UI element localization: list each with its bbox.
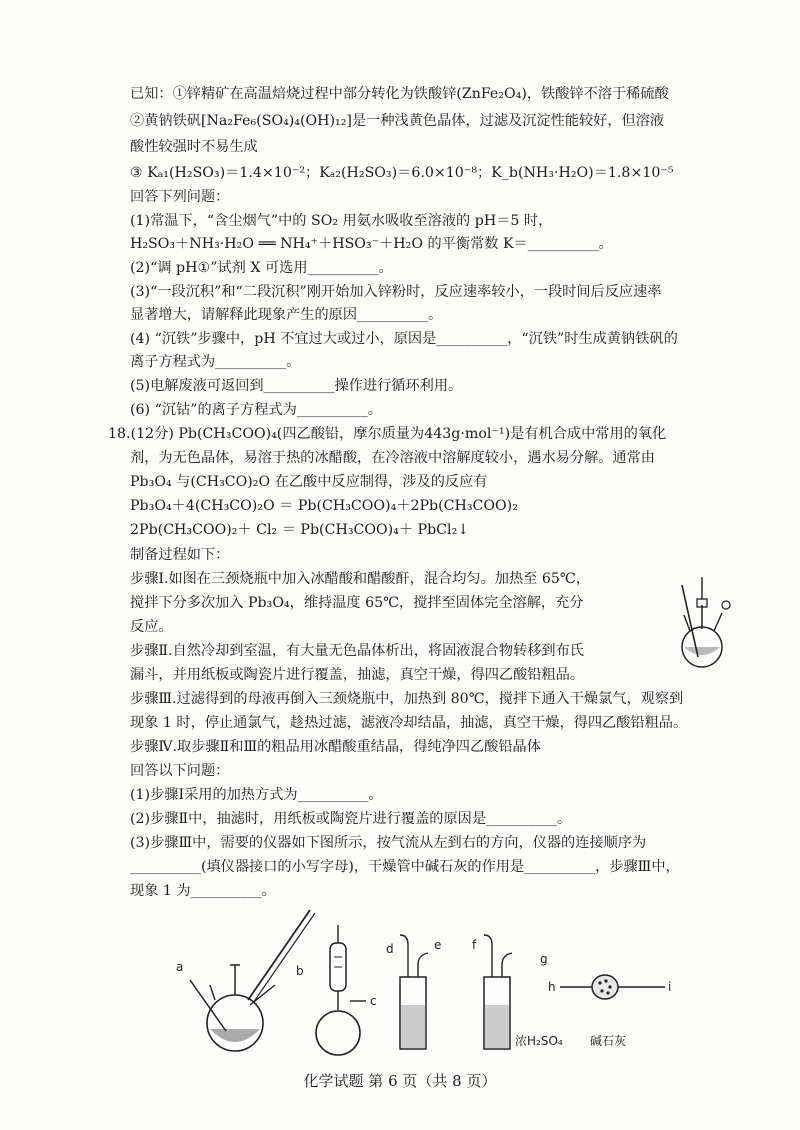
q18-step1-line2: 搅拌下分多次加入 Pb₃O₄，维持温度 65℃，搅拌至固体完全溶解，充分 [130,595,584,611]
q18-header: 18.(12分) Pb(CH₃COO)₄(四乙酸铅，摩尔质量为443g·mol⁻¹)是有机合成中常用的氧化 [108,426,667,442]
label-i: i [668,980,672,994]
soda-lime-label: 碱石灰 [590,1034,627,1048]
q18-step3-line1: 步骤Ⅲ.过滤得到的母液再倒入三颈烧瓶中，加热到 80℃，搅拌下通入干燥氯气，观察到 [130,691,684,707]
conc-h2so4-label: 浓H₂SO₄ [515,1034,563,1048]
q18-step4: 步骤Ⅳ.取步骤Ⅱ和Ⅲ的粗品用冰醋酸重结晶，得纯净四乙酸铅晶体 [130,739,541,755]
q18-step3-line2: 现象 1 时，停止通氯气，趁热过滤，滤液冷却结晶，抽滤，真空干燥，得四乙酸铅粗品。 [130,715,688,731]
label-a: a [176,960,184,974]
label-h: h [548,980,556,994]
q17-part1-line2: H₂SO₃＋NH₃·H₂O ══ NH₄⁺＋HSO₃⁻＋H₂O 的平衡常数 K＝__________。 [130,236,613,252]
label-e: e [434,938,442,952]
apparatus-wash-bottle-2 [484,935,512,1049]
q17-part1-line1: (1)常温下，“含尘烟气”中的 SO₂ 用氨水吸收至溶液的 pH＝5 时， [130,213,553,229]
q18-answer-3-line1: (3)步骤Ⅲ中，需要的仪器如下图所示，按气流从左到右的方向，仪器的连接顺序为 [130,835,647,851]
apparatus-wash-bottle-1 [400,935,428,1049]
label-d: d [386,942,394,956]
q17-part6: (6) “沉钴”的离子方程式为__________。 [130,402,382,418]
q17-part5: (5)电解废液可返回到__________操作进行循环利用。 [130,378,463,394]
known-line-1: 已知：①锌精矿在高温焙烧过程中部分转化为铁酸锌(ZnFe₂O₄)，铁酸锌不溶于稀硫酸 [130,86,669,102]
q17-part3-line1: (3)“一段沉积”和“二段沉积”刚开始加入锌粉时，反应速率较小，一段时间后反应速率 [130,284,662,300]
known-line-4: ③ Kₐ₁(H₂SO₃)＝1.4×10⁻²；Kₐ₂(H₂SO₃)＝6.0×10⁻⁸；K_b(NH₃·H₂O)＝1.8×10⁻⁵ [130,165,674,181]
q17-part2: (2)“调 pH①”试剂 X 可选用__________。 [130,260,393,276]
q18-step1-line1: 步骤Ⅰ.如图在三颈烧瓶中加入冰醋酸和醋酸酐，混合均匀。加热至 65℃， [130,571,590,587]
apparatus-figure [160,905,680,1065]
q18-prep-heading: 制备过程如下： [130,547,230,563]
q18-equation-1: Pb₃O₄＋4(CH₃CO)₂O ＝ Pb(CH₃COO)₄＋2Pb(CH₃COO)₂ [130,498,518,514]
page-footer: 化学试题 第 6 页（共 8 页） [303,1072,497,1090]
q17-intro: 回答下列问题： [130,189,230,205]
known-line-2: ②黄钠铁矾[Na₂Fe₆(SO₄)₄(OH)₁₂]是一种浅黄色晶体，过滤及沉淀性能较好，但溶液 [130,113,665,129]
label-b: b [296,964,304,978]
q18-step2-line2: 漏斗，并用纸板或陶瓷片进行覆盖，抽滤，真空干燥，得四乙酸铅粗品。 [130,667,585,683]
label-c: c [370,994,377,1008]
label-g: g [540,952,548,966]
q18-answer-3-line2: __________(填仪器接口的小写字母)，干燥管中碱石灰的作用是__________，步骤Ⅲ中， [130,859,680,875]
q18-equation-2: 2Pb(CH₃COO)₂＋ Cl₂ ＝ Pb(CH₃COO)₄＋ PbCl₂↓ [130,522,470,538]
q18-answer-2: (2)步骤Ⅱ中，抽滤时，用纸板或陶瓷片进行覆盖的原因是__________。 [130,811,572,827]
apparatus-three-neck-flask [190,910,315,1051]
q18-step1-line3: 反应。 [130,619,173,635]
apparatus-drying-tube [560,975,665,999]
q18-step2-line1: 步骤Ⅱ.自然冷却到室温，有大量无色晶体析出，将固液混合物转移到布氏 [130,643,584,659]
q17-part4-line2: 离子方程式为__________。 [130,354,301,370]
q18-answer-intro: 回答以下问题： [130,763,230,779]
q18-line-2: 剂，为无色晶体，易溶于热的冰醋酸，在冷溶液中溶解度较小，遇水易分解。通常由 [130,450,655,466]
q17-part4-line1: (4) “沉铁”步骤中，pH 不宜过大或过小，原因是__________，“沉铁”时生成黄钠铁矾的 [130,331,678,347]
label-f: f [472,938,477,952]
three-neck-flask-small-figure [652,565,752,675]
q18-answer-1: (1)步骤Ⅰ采用的加热方式为__________。 [130,787,383,803]
q18-answer-3-line3: 现象 1 为__________。 [130,883,276,899]
q17-part3-line2: 显著增大，请解释此现象产生的原因__________。 [130,307,443,323]
apparatus-funnel-flask [316,925,366,1055]
known-line-3: 酸性较强时不易生成 [130,139,258,155]
q18-line-3: Pb₃O₄ 与(CH₃CO)₂O 在乙酸中反应制得，涉及的反应有 [130,474,488,490]
